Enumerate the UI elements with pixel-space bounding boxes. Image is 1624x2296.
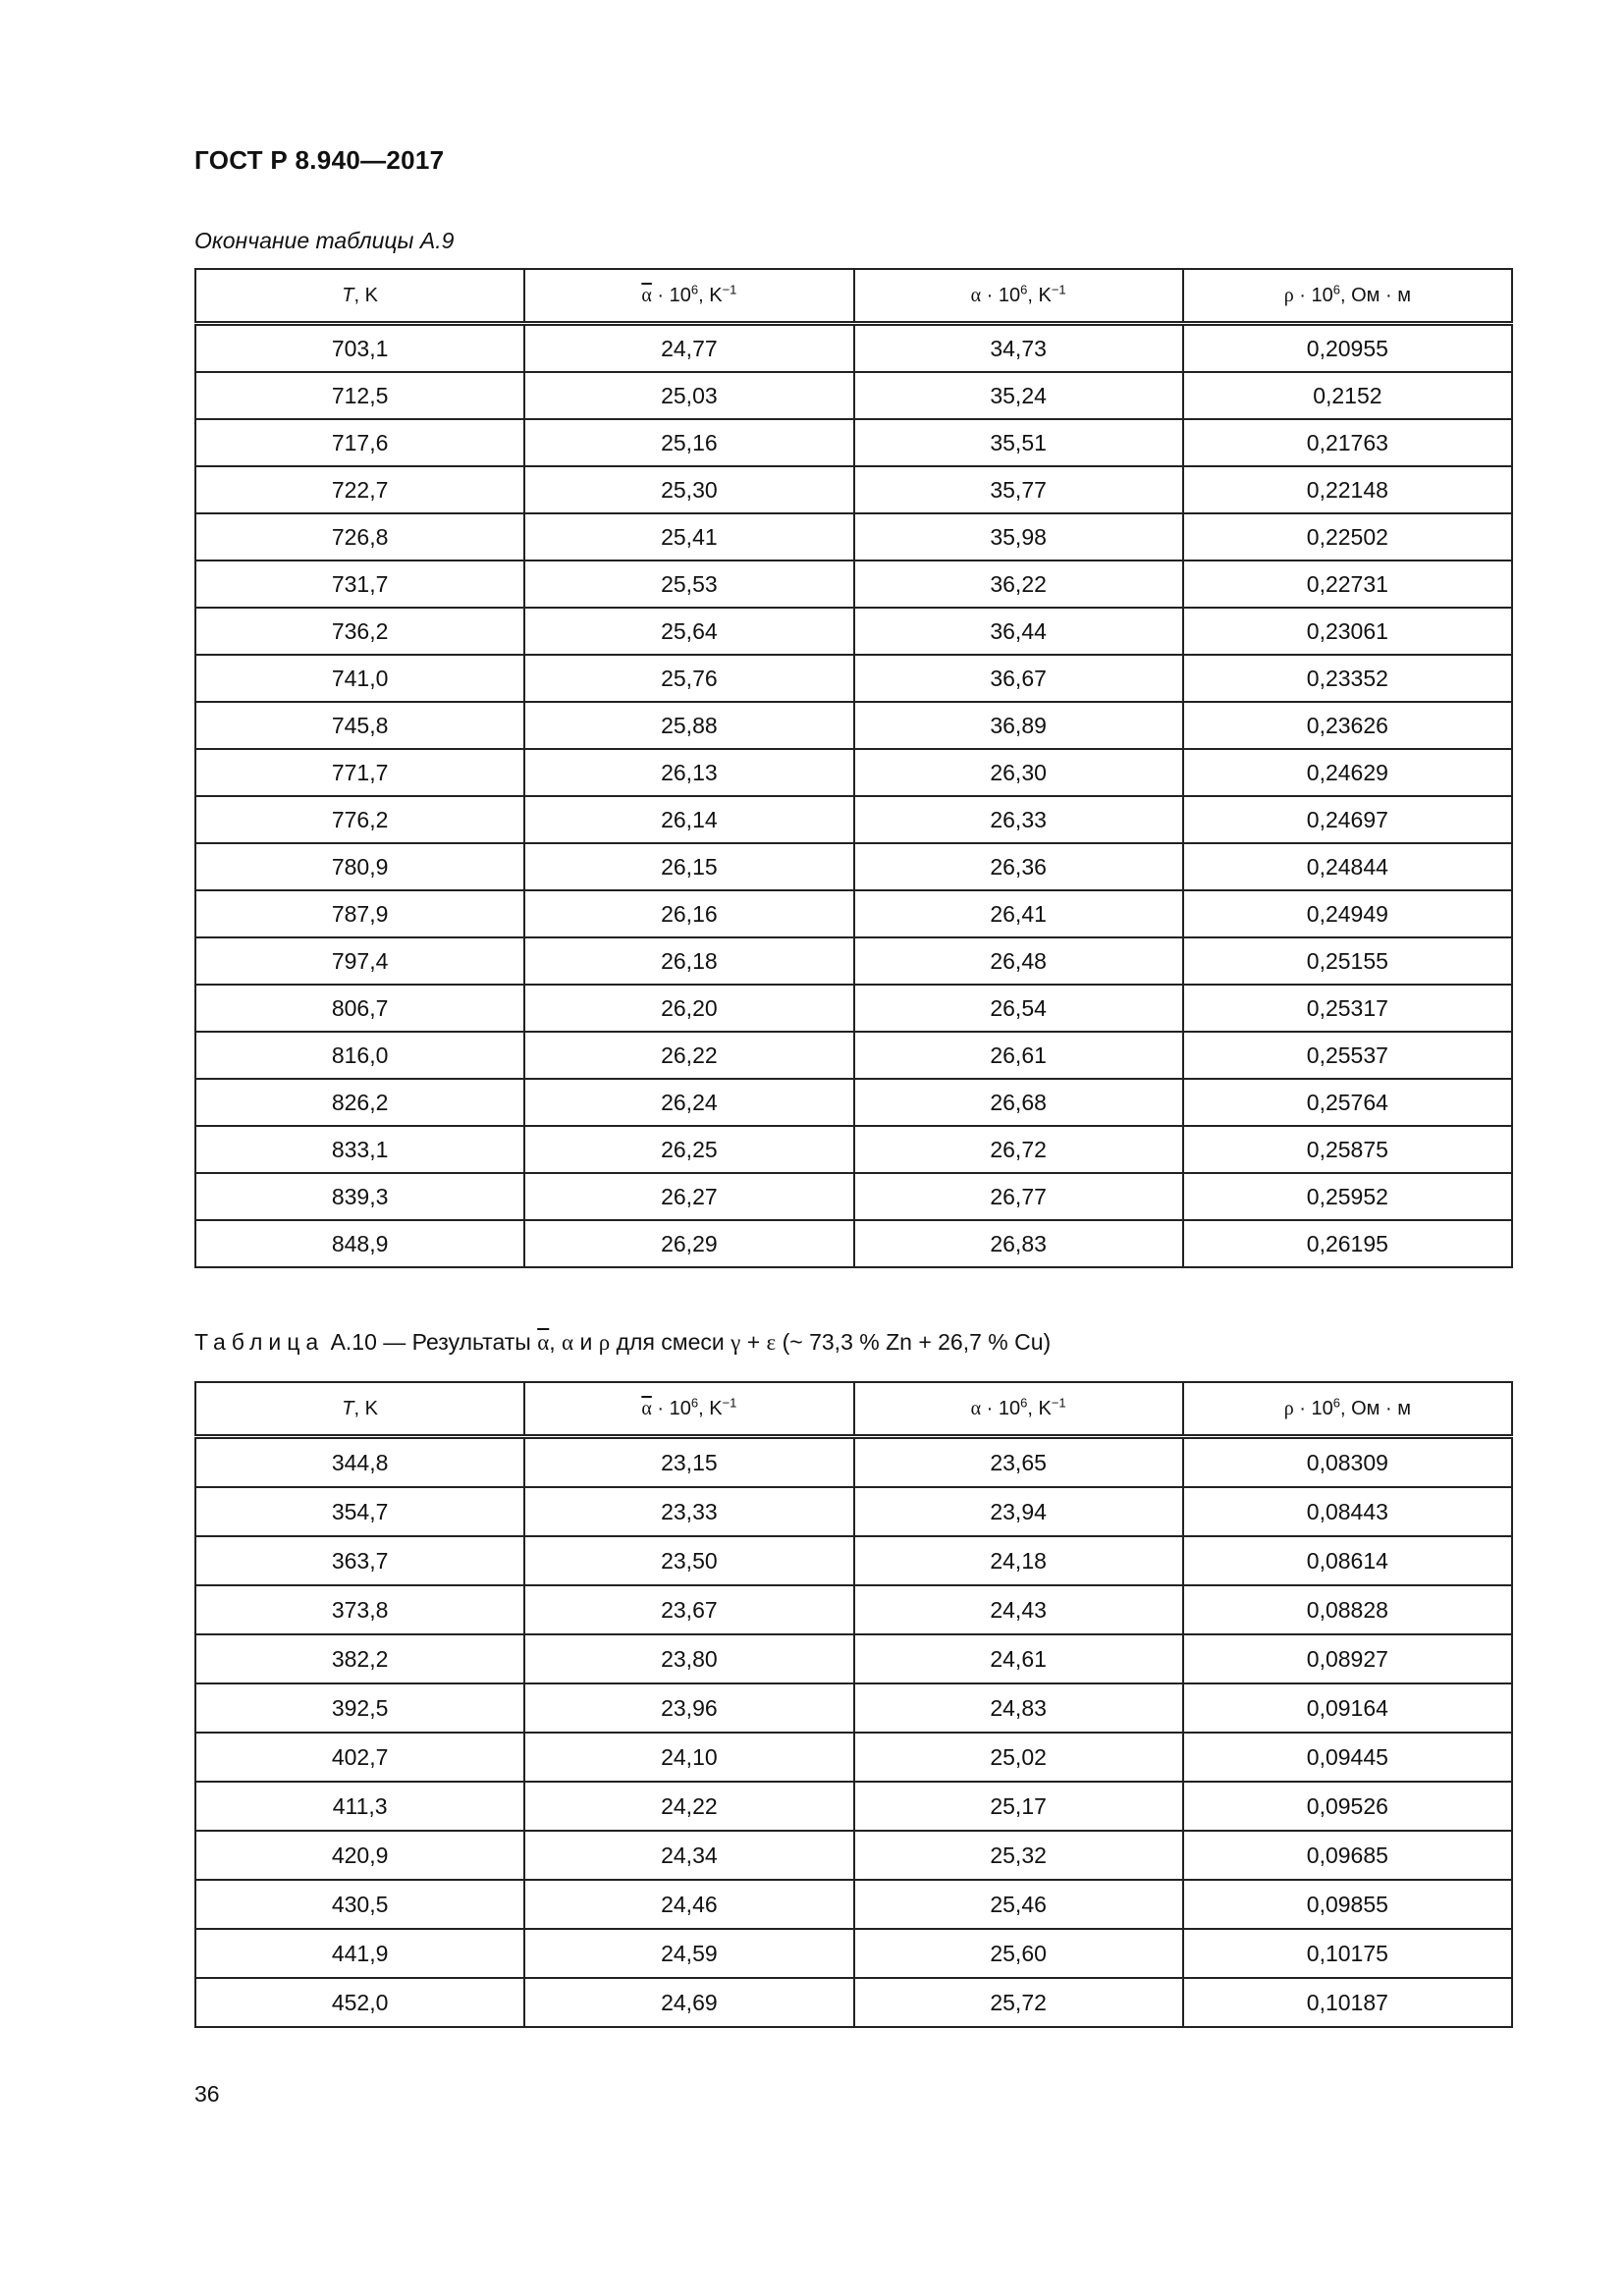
column-header-alpha: $\alpha \cdot 10^6$, $K^{-1}$ (854, 269, 1183, 324)
table-cell: 420,9 (195, 1831, 524, 1880)
table-cell: 24,18 (854, 1536, 1183, 1585)
table-cell: 23,15 (524, 1437, 853, 1488)
table-row (195, 655, 1512, 702)
table-cell: 26,29 (524, 1220, 853, 1267)
table-cell: 806,7 (195, 985, 524, 1032)
table-cell: 36,67 (854, 655, 1183, 702)
table-cell: 392,5 (195, 1683, 524, 1733)
table-cell: 0,21763 (1183, 419, 1512, 466)
column-header-alpha: $\alpha \cdot 10^6$, $K^{-1}$ (854, 1382, 1183, 1437)
table-cell: 0,23061 (1183, 608, 1512, 655)
table-cell: 382,2 (195, 1634, 524, 1683)
table-cell: 0,09855 (1183, 1880, 1512, 1929)
table-a9-continuation-caption: Окончание таблицы А.9 (194, 228, 455, 253)
table-cell: 430,5 (195, 1880, 524, 1929)
table-cell: 0,25317 (1183, 985, 1512, 1032)
table-row (195, 985, 1512, 1032)
table-cell: 34,73 (854, 324, 1183, 373)
table-cell: 0,25537 (1183, 1032, 1512, 1079)
table-row (195, 419, 1512, 466)
table-row (195, 796, 1512, 843)
table-cell: 452,0 (195, 1978, 524, 2027)
table-header-row (195, 1382, 1512, 1437)
table-cell: 787,9 (195, 890, 524, 937)
page-number: 36 (194, 2081, 220, 2107)
table-cell: 26,83 (854, 1220, 1183, 1267)
table-row (195, 1536, 1512, 1585)
table-cell: 0,10187 (1183, 1978, 1512, 2027)
table-cell: 26,48 (854, 937, 1183, 985)
table-cell: 35,51 (854, 419, 1183, 466)
table-cell: 0,25764 (1183, 1079, 1512, 1126)
table-cell: 0,20955 (1183, 324, 1512, 373)
table-cell: 0,24697 (1183, 796, 1512, 843)
table-cell: 354,7 (195, 1487, 524, 1536)
column-header-resistivity: $\rho \cdot 10^6$, Ом · м (1183, 269, 1512, 324)
table-a9-body (195, 324, 1512, 1268)
table-row (195, 1782, 1512, 1831)
table-cell: 441,9 (195, 1929, 524, 1978)
table-cell: 839,3 (195, 1173, 524, 1220)
table-cell: 0,08443 (1183, 1487, 1512, 1536)
table-cell: 25,16 (524, 419, 853, 466)
table-cell: 0,10175 (1183, 1929, 1512, 1978)
table-cell: 0,24949 (1183, 890, 1512, 937)
table-cell: 26,14 (524, 796, 853, 843)
table-cell: 26,30 (854, 749, 1183, 796)
table-cell: 373,8 (195, 1585, 524, 1634)
table-cell: 363,7 (195, 1536, 524, 1585)
table-cell: 23,65 (854, 1437, 1183, 1488)
table-cell: 0,24844 (1183, 843, 1512, 890)
table-header-row (195, 269, 1512, 324)
table-cell: 0,08927 (1183, 1634, 1512, 1683)
table-a10-body (195, 1437, 1512, 2028)
table-cell: 26,20 (524, 985, 853, 1032)
column-header-mean-alpha: $\overline{\alpha} \cdot 10^6$, $K^{-1}$ (524, 1382, 853, 1437)
table-a10 (194, 1381, 1513, 2028)
table-cell: 0,08614 (1183, 1536, 1512, 1585)
table-cell: 26,15 (524, 843, 853, 890)
table-row (195, 843, 1512, 890)
table-cell: 0,09445 (1183, 1733, 1512, 1782)
table-cell: 24,22 (524, 1782, 853, 1831)
table-cell: 771,7 (195, 749, 524, 796)
table-cell: 0,23626 (1183, 702, 1512, 749)
table-cell: 776,2 (195, 796, 524, 843)
table-cell: 26,61 (854, 1032, 1183, 1079)
table-cell: 816,0 (195, 1032, 524, 1079)
table-cell: 411,3 (195, 1782, 524, 1831)
table-cell: 23,80 (524, 1634, 853, 1683)
table-cell: 726,8 (195, 513, 524, 561)
column-header-temperature: T, K (195, 1382, 524, 1437)
table-cell: 26,72 (854, 1126, 1183, 1173)
table-cell: 23,33 (524, 1487, 853, 1536)
table-cell: 35,24 (854, 372, 1183, 419)
table-row (195, 1487, 1512, 1536)
table-cell: 797,4 (195, 937, 524, 985)
table-cell: 24,43 (854, 1585, 1183, 1634)
table-cell: 736,2 (195, 608, 524, 655)
table-row (195, 937, 1512, 985)
table-cell: 25,30 (524, 466, 853, 513)
table-row (195, 1978, 1512, 2027)
table-cell: 35,77 (854, 466, 1183, 513)
table-row (195, 513, 1512, 561)
table-cell: 24,69 (524, 1978, 853, 2027)
table-cell: 25,60 (854, 1929, 1183, 1978)
table-cell: 703,1 (195, 324, 524, 373)
table-cell: 25,88 (524, 702, 853, 749)
table-cell: 0,25952 (1183, 1173, 1512, 1220)
table-row (195, 702, 1512, 749)
table-row (195, 1173, 1512, 1220)
table-cell: 0,09526 (1183, 1782, 1512, 1831)
table-cell: 26,54 (854, 985, 1183, 1032)
table-row (195, 1126, 1512, 1173)
table-cell: 25,17 (854, 1782, 1183, 1831)
table-cell: 0,08828 (1183, 1585, 1512, 1634)
table-cell: 0,09164 (1183, 1683, 1512, 1733)
table-cell: 36,89 (854, 702, 1183, 749)
table-cell: 24,61 (854, 1634, 1183, 1683)
table-cell: 23,50 (524, 1536, 853, 1585)
table-row (195, 561, 1512, 608)
table-cell: 24,83 (854, 1683, 1183, 1733)
table-cell: 833,1 (195, 1126, 524, 1173)
table-cell: 23,67 (524, 1585, 853, 1634)
table-row (195, 372, 1512, 419)
table-cell: 0,26195 (1183, 1220, 1512, 1267)
table-row (195, 1880, 1512, 1929)
table-row (195, 1634, 1512, 1683)
table-cell: 26,18 (524, 937, 853, 985)
table-cell: 745,8 (195, 702, 524, 749)
table-cell: 26,41 (854, 890, 1183, 937)
table-cell: 0,25155 (1183, 937, 1512, 985)
table-row (195, 749, 1512, 796)
table-a9 (194, 268, 1513, 1268)
table-row (195, 1220, 1512, 1267)
table-row (195, 1733, 1512, 1782)
table-cell: 712,5 (195, 372, 524, 419)
table-cell: 25,02 (854, 1733, 1183, 1782)
table-row (195, 1585, 1512, 1634)
table-cell: 25,46 (854, 1880, 1183, 1929)
table-cell: 25,53 (524, 561, 853, 608)
table-row (195, 608, 1512, 655)
table-cell: 0,22731 (1183, 561, 1512, 608)
table-cell: 26,77 (854, 1173, 1183, 1220)
table-row (195, 1929, 1512, 1978)
table-row (195, 1683, 1512, 1733)
table-cell: 848,9 (195, 1220, 524, 1267)
table-cell: 402,7 (195, 1733, 524, 1782)
table-cell: 0,22502 (1183, 513, 1512, 561)
table-cell: 26,16 (524, 890, 853, 937)
table-cell: 36,44 (854, 608, 1183, 655)
table-cell: 24,10 (524, 1733, 853, 1782)
table-cell: 26,27 (524, 1173, 853, 1220)
table-row (195, 1831, 1512, 1880)
table-cell: 0,08309 (1183, 1437, 1512, 1488)
table-cell: 0,09685 (1183, 1831, 1512, 1880)
table-cell: 717,6 (195, 419, 524, 466)
table-cell: 23,96 (524, 1683, 853, 1733)
table-cell: 24,77 (524, 324, 853, 373)
column-header-resistivity: $\rho \cdot 10^6$, Ом · м (1183, 1382, 1512, 1437)
table-cell: 26,25 (524, 1126, 853, 1173)
table-cell: 344,8 (195, 1437, 524, 1488)
table-cell: 24,46 (524, 1880, 853, 1929)
document-code: ГОСТ Р 8.940—2017 (194, 145, 445, 175)
table-cell: 25,32 (854, 1831, 1183, 1880)
table-row (195, 324, 1512, 373)
table-cell: 26,33 (854, 796, 1183, 843)
table-cell: 0,24629 (1183, 749, 1512, 796)
table-row (195, 1437, 1512, 1488)
table-cell: 25,76 (524, 655, 853, 702)
table-row (195, 1032, 1512, 1079)
column-header-temperature: T, K (195, 269, 524, 324)
table-cell: 741,0 (195, 655, 524, 702)
table-cell: 24,59 (524, 1929, 853, 1978)
table-cell: 36,22 (854, 561, 1183, 608)
table-row (195, 1079, 1512, 1126)
table-cell: 722,7 (195, 466, 524, 513)
table-cell: 24,34 (524, 1831, 853, 1880)
table-cell: 25,64 (524, 608, 853, 655)
table-a10-caption: Таблица А.10 — Результаты $\overline{\alpha}$, α и ρ для смеси γ + ε (~ 73,3 % Zn + 26,7 % Cu) (194, 1329, 1052, 1355)
table-cell: 25,03 (524, 372, 853, 419)
table-cell: 0,25875 (1183, 1126, 1512, 1173)
table-cell: 35,98 (854, 513, 1183, 561)
table-cell: 23,94 (854, 1487, 1183, 1536)
table-cell: 0,23352 (1183, 655, 1512, 702)
table-cell: 0,2152 (1183, 372, 1512, 419)
table-cell: 26,22 (524, 1032, 853, 1079)
table-row (195, 890, 1512, 937)
table-cell: 26,24 (524, 1079, 853, 1126)
table-cell: 26,13 (524, 749, 853, 796)
column-header-mean-alpha: $\overline{\alpha} \cdot 10^6$, $K^{-1}$ (524, 269, 853, 324)
table-cell: 0,22148 (1183, 466, 1512, 513)
table-cell: 25,72 (854, 1978, 1183, 2027)
table-row (195, 466, 1512, 513)
table-cell: 826,2 (195, 1079, 524, 1126)
table-cell: 25,41 (524, 513, 853, 561)
table-cell: 26,36 (854, 843, 1183, 890)
table-cell: 26,68 (854, 1079, 1183, 1126)
table-cell: 731,7 (195, 561, 524, 608)
table-cell: 780,9 (195, 843, 524, 890)
